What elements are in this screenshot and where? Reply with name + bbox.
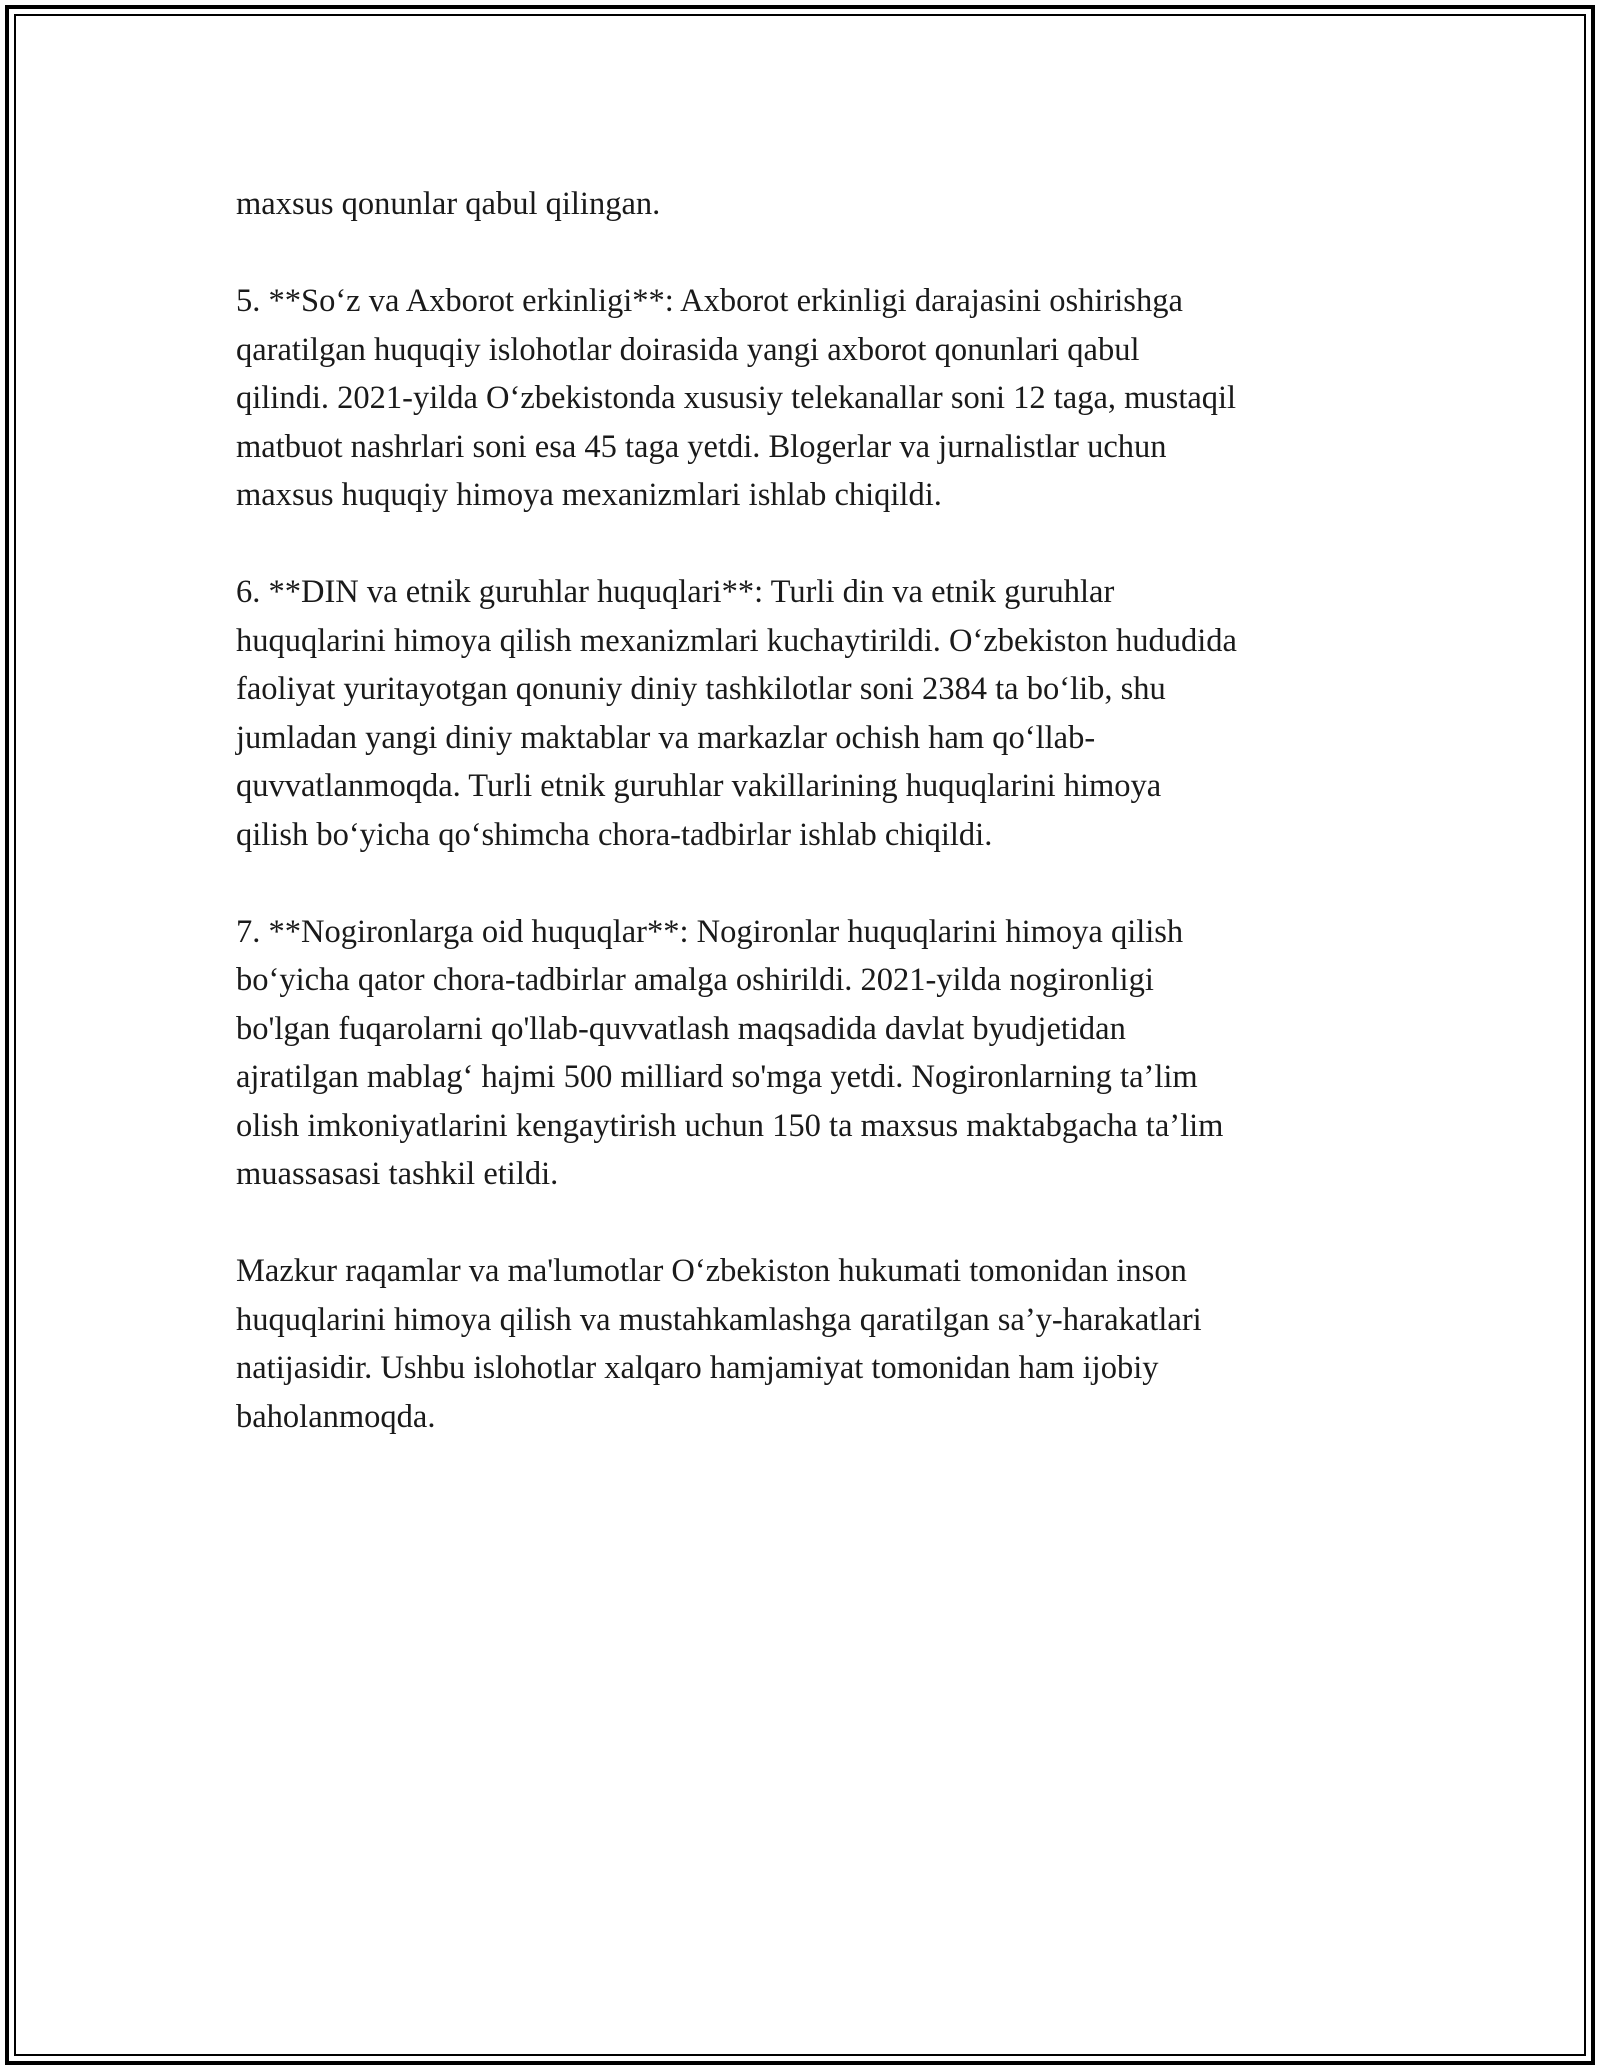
paragraph-conclusion: Mazkur raqamlar va ma'lumotlar O‘zbekiston hukumati tomonidan inson huquqlarini himoya qilish va mustahkamlashga qaratilgan sa’y-harakatlari natijasidir. Ushbu islohotlar xalqaro hamjamiyat tomonidan ham ijobiy baholanmoqda. bbox=[236, 1253, 1202, 1435]
paragraph-item-5-freedom-of-speech: 5. **So‘z va Axborot erkinligi**: Axborot erkinligi darajasini oshirishga qaratilgan huquqiy islohotlar doirasida yangi axborot qonunlari qabul qilindi. 2021-yilda O‘zbekistonda xususiy telekanallar soni 12 taga, mustaqil matbuot nashrlari soni esa 45 taga yetdi. Blogerlar va jurnalistlar uchun maxsus huquqiy himoya mexanizmlari ishlab chiqildi. bbox=[236, 283, 1237, 513]
paragraph-item-7-disability-rights: 7. **Nogironlarga oid huquqlar**: Nogironlar huquqlarini himoya qilish bo‘yicha qator chora-tadbirlar amalga oshirildi. 2021-yilda nogironligi bo'lgan fuqarolarni qo'llab-quvvatlash maqsadida davlat byudjetidan ajratilgan mablag‘ hajmi 500 milliard so'mga yetdi. Nogironlarning ta’lim olish imkoniyatlarini kengaytirish uchun 150 ta maxsus maktabgacha ta’lim muassasasi tashkil etildi. bbox=[236, 913, 1224, 1192]
document-body bbox=[236, 180, 1376, 1490]
paragraph-item-6-religion-ethnic-rights: 6. **DIN va etnik guruhlar huquqlari**: Turli din va etnik guruhlar huquqlarini himoya qilish mexanizmlari kuchaytirildi. O‘zbekiston hududida faoliyat yuritayotgan qonuniy diniy tashkilotlar soni 2384 ta bo‘lib, shu jumladan yangi diniy maktablar va markazlar ochish ham qo‘llab- quvvatlanmoqda. Turli etnik guruhlar vakillarining huquqlarini himoya qilish bo‘yicha qo‘shimcha chora-tadbirlar ishlab chiqildi. bbox=[236, 574, 1237, 853]
paragraph-continuation: maxsus qonunlar qabul qilingan. bbox=[236, 186, 661, 222]
